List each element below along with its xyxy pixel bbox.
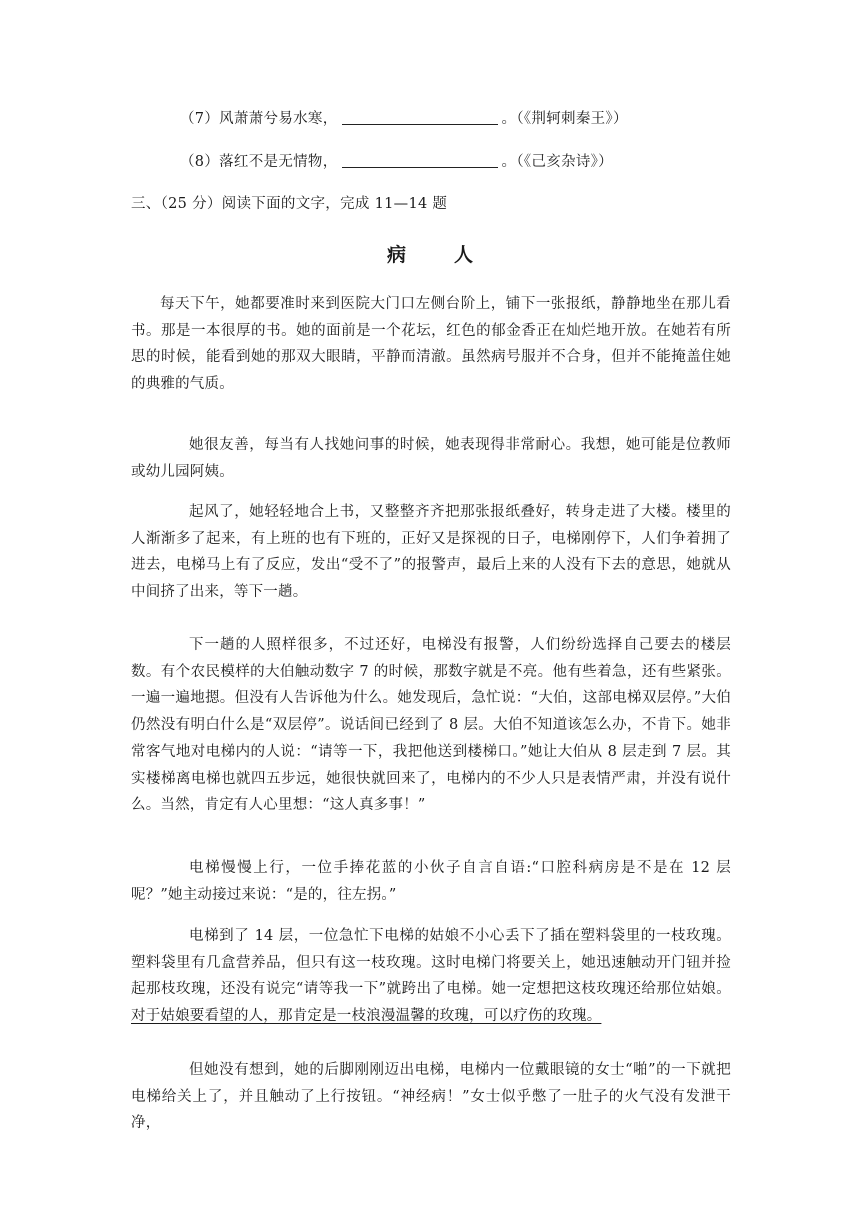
paragraph-text: 起风了，她轻轻地合上书，又整整齐齐把那张报纸叠好，转身走进了大楼。楼里的人渐渐多了起来，有上班的也有下班的，正好又是探视的日子，电梯刚停下，人们争着拥了进去，电梯马上有了反应，发出“受不了”的报警声，最后上来的人没有下去的意思，她就从中间挤了出来，等下一趟。	[131, 504, 731, 601]
answer-blank-8[interactable]	[342, 153, 498, 168]
paragraph-2	[131, 432, 731, 485]
article-title: 病人	[386, 244, 521, 266]
paragraph-7	[131, 1057, 731, 1137]
paragraph-6-text: 电梯到了 14 层，一位急忙下电梯的姑娘不小心丢下了插在塑料袋里的一枝玫瑰。塑料袋里有几盒营养品，但只有这一枝玫瑰。这时电梯门将要关上，她迅速触动开门钮并捡起那枝玫瑰，还没有说完“请等我一下”就跨出了电梯。她一定想把这枝玫瑰还给那位姑娘。	[131, 928, 731, 998]
fill-blank-8	[180, 150, 613, 171]
paragraph-4	[131, 632, 731, 819]
paragraph-text: 她很友善，每当有人找她问事的时候，她表现得非常耐心。我想，她可能是位教师或幼儿园阿姨。	[131, 437, 731, 480]
fill-blank-8-prefix: （8）落红不是无情物，	[180, 154, 338, 170]
paragraph-text: 每天下午，她都要准时来到医院大门口左侧台阶上，铺下一张报纸，静静地坐在那儿看书。那是一本很厚的书。她的面前是一个花坛，红色的郁金香正在灿烂地开放。在她若有所思的时候，能看到她的那双大眼睛，平静而清澈。虽然病号服并不合身，但并不能掩盖住她的典雅的气质。	[131, 296, 731, 393]
paragraph-3	[131, 499, 731, 606]
paragraph-text: 但她没有想到，她的后脚刚刚迈出电梯，电梯内一位戴眼镜的女士“啪”的一下就把电梯给关上了，并且触动了上行按钮。“神经病！”女士似乎憋了一肚子的火气没有发泄干净，	[131, 1062, 731, 1132]
fill-blank-7	[180, 107, 628, 128]
paragraph-text	[131, 923, 731, 1030]
fill-blank-7-prefix: （7）风萧萧兮易水寒，	[180, 111, 338, 127]
paragraph-1	[131, 291, 731, 398]
paragraph-text: 电梯慢慢上行，一位手捧花蓝的小伙子自言自语:“口腔科病房是不是在 12 层呢？”她主动接过来说：“是的，往左拐。”	[131, 860, 731, 903]
paragraph-text: 下一趟的人照样很多，不过还好，电梯没有报警，人们纷纷选择自己要去的楼层数。有个农民模样的大伯触动数字 7 的时候，那数字就是不亮。他有些着急，还有些紧张。一遍一遍地摁。但没有人告诉他为什么。她发现后，急忙说：“大伯，这部电梯双层停。”大伯仍然没有明白什么是“双层停”。说话间已经到了 8 层。大伯不知道该怎么办，不肯下。她非常客气地对电梯内的人说：“请等一下，我把他送到楼梯口。”她让大伯从 8 层走到 7 层。其实楼梯离电梯也就四五步远，她很快就回来了，电梯内的不少人只是表情严肃，并没有说什么。当然，肯定有人心里想：“这人真多事！”	[131, 637, 731, 814]
paragraph-6	[131, 923, 731, 1030]
paragraph-5	[131, 855, 731, 908]
fill-blank-8-suffix: 。（《己亥杂诗》）	[501, 154, 613, 170]
underlined-sentence: 对于姑娘要看望的人，那肯定是一枝浪漫温馨的玫瑰，可以疗伤的玫瑰。	[131, 1008, 602, 1025]
section-heading: 三、（25 分）阅读下面的文字，完成 11—14 题	[131, 196, 448, 212]
fill-blank-7-suffix: 。（《荆轲刺秦王》）	[501, 111, 628, 127]
answer-blank-7[interactable]	[342, 110, 498, 125]
